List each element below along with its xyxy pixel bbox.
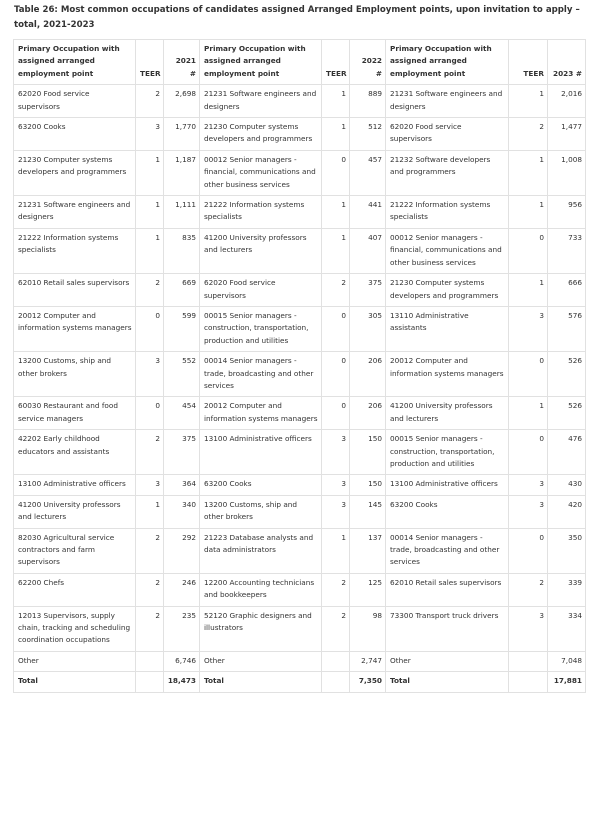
cell-occupation-2023: 21231 Software engineers and designers [386, 85, 509, 118]
cell-count-2023: 956 [548, 196, 586, 229]
cell-teer-2021: 2 [136, 606, 164, 651]
cell-count-2021: 6,746 [164, 651, 200, 671]
cell-teer-2022 [322, 672, 350, 692]
header-count-2021: 2021 # [164, 40, 200, 85]
cell-count-2022: 150 [350, 430, 386, 475]
cell-teer-2022: 1 [322, 85, 350, 118]
table-row [14, 397, 586, 430]
cell-occupation-2021: 82030 Agricultural service contractors and farm supervisors [14, 528, 136, 573]
header-teer-2021: TEER [136, 40, 164, 85]
cell-count-2023: 430 [548, 475, 586, 495]
cell-occupation-2021: 41200 University professors and lecturers [14, 495, 136, 528]
table-row [14, 475, 586, 495]
cell-teer-2023: 0 [509, 430, 548, 475]
cell-teer-2023: 0 [509, 528, 548, 573]
table-row [14, 430, 586, 475]
cell-teer-2021: 3 [136, 118, 164, 151]
cell-count-2023: 576 [548, 306, 586, 351]
header-occupation-2023: Primary Occupation with assigned arranged employment point [386, 40, 509, 85]
cell-occupation-2023: Total [386, 672, 509, 692]
cell-occupation-2021: 13100 Administrative officers [14, 475, 136, 495]
cell-occupation-2021: 60030 Restaurant and food service managers [14, 397, 136, 430]
cell-count-2022: 206 [350, 352, 386, 397]
cell-occupation-2023: 20012 Computer and information systems managers [386, 352, 509, 397]
cell-occupation-2022: 63200 Cooks [200, 475, 322, 495]
cell-teer-2022: 2 [322, 274, 350, 307]
cell-count-2023: 1,477 [548, 118, 586, 151]
cell-teer-2021: 0 [136, 397, 164, 430]
cell-occupation-2021: Other [14, 651, 136, 671]
cell-occupation-2022: 20012 Computer and information systems managers [200, 397, 322, 430]
table-row [14, 495, 586, 528]
cell-count-2023: 2,016 [548, 85, 586, 118]
cell-occupation-2021: 62020 Food service supervisors [14, 85, 136, 118]
cell-count-2022: 145 [350, 495, 386, 528]
cell-occupation-2021: 21222 Information systems specialists [14, 228, 136, 273]
cell-occupation-2023: 00015 Senior managers - construction, transportation, production and utilities [386, 430, 509, 475]
cell-occupation-2022: 21223 Database analysts and data administrators [200, 528, 322, 573]
cell-count-2022: 305 [350, 306, 386, 351]
cell-teer-2023: 0 [509, 228, 548, 273]
cell-teer-2023: 2 [509, 573, 548, 606]
cell-teer-2022: 0 [322, 306, 350, 351]
cell-teer-2021: 3 [136, 475, 164, 495]
cell-teer-2021: 0 [136, 306, 164, 351]
cell-teer-2023: 1 [509, 274, 548, 307]
cell-teer-2023: 0 [509, 352, 548, 397]
cell-occupation-2022: 21231 Software engineers and designers [200, 85, 322, 118]
cell-occupation-2022: 21230 Computer systems developers and programmers [200, 118, 322, 151]
table-caption: Table 26: Most common occupations of candidates assigned Arranged Employment points, upon invitation to apply – total, 2021-2023 [14, 5, 580, 30]
cell-count-2022: 2,747 [350, 651, 386, 671]
cell-teer-2021: 2 [136, 528, 164, 573]
cell-teer-2022: 3 [322, 495, 350, 528]
cell-teer-2021: 1 [136, 150, 164, 195]
cell-count-2022: 137 [350, 528, 386, 573]
header-count-2023: 2023 # [548, 40, 586, 85]
cell-occupation-2022: 13100 Administrative officers [200, 430, 322, 475]
cell-teer-2022: 3 [322, 430, 350, 475]
cell-teer-2021 [136, 651, 164, 671]
cell-teer-2023: 3 [509, 306, 548, 351]
cell-count-2021: 1,187 [164, 150, 200, 195]
cell-count-2021: 292 [164, 528, 200, 573]
cell-count-2021: 375 [164, 430, 200, 475]
cell-teer-2022 [322, 651, 350, 671]
table-row [14, 306, 586, 351]
cell-teer-2021: 1 [136, 196, 164, 229]
cell-teer-2023: 1 [509, 196, 548, 229]
cell-occupation-2021: 63200 Cooks [14, 118, 136, 151]
table-row [14, 573, 586, 606]
cell-occupation-2022: 52120 Graphic designers and illustrators [200, 606, 322, 651]
cell-occupation-2022: Total [200, 672, 322, 692]
cell-count-2021: 1,111 [164, 196, 200, 229]
cell-occupation-2023: 00012 Senior managers - financial, communications and other business services [386, 228, 509, 273]
cell-count-2023: 526 [548, 397, 586, 430]
cell-occupation-2021: 62010 Retail sales supervisors [14, 274, 136, 307]
cell-teer-2023: 3 [509, 475, 548, 495]
cell-count-2021: 552 [164, 352, 200, 397]
cell-count-2022: 512 [350, 118, 386, 151]
cell-occupation-2023: 13110 Administrative assistants [386, 306, 509, 351]
cell-teer-2023: 3 [509, 495, 548, 528]
cell-occupation-2022: 00015 Senior managers - construction, transportation, production and utilities [200, 306, 322, 351]
cell-count-2022: 889 [350, 85, 386, 118]
cell-teer-2021: 1 [136, 495, 164, 528]
cell-teer-2023: 1 [509, 150, 548, 195]
table-row [14, 150, 586, 195]
header-occupation-2022: Primary Occupation with assigned arranged employment point [200, 40, 322, 85]
cell-occupation-2023: 21222 Information systems specialists [386, 196, 509, 229]
cell-teer-2023: 3 [509, 606, 548, 651]
cell-occupation-2023: Other [386, 651, 509, 671]
cell-count-2021: 835 [164, 228, 200, 273]
table-row [14, 274, 586, 307]
cell-occupation-2023: 62010 Retail sales supervisors [386, 573, 509, 606]
cell-count-2023: 334 [548, 606, 586, 651]
cell-teer-2022: 1 [322, 118, 350, 151]
cell-occupation-2022: Other [200, 651, 322, 671]
cell-occupation-2022: 21222 Information systems specialists [200, 196, 322, 229]
cell-teer-2021: 2 [136, 85, 164, 118]
cell-teer-2023: 2 [509, 118, 548, 151]
cell-teer-2022: 1 [322, 528, 350, 573]
cell-count-2021: 18,473 [164, 672, 200, 692]
cell-teer-2022: 0 [322, 352, 350, 397]
cell-count-2021: 246 [164, 573, 200, 606]
cell-count-2022: 206 [350, 397, 386, 430]
cell-teer-2023 [509, 672, 548, 692]
cell-occupation-2022: 00014 Senior managers - trade, broadcasting and other services [200, 352, 322, 397]
cell-teer-2021: 2 [136, 573, 164, 606]
cell-occupation-2023: 21232 Software developers and programmers [386, 150, 509, 195]
occupations-table [13, 39, 586, 693]
cell-count-2023: 476 [548, 430, 586, 475]
table-row [14, 196, 586, 229]
cell-count-2022: 7,350 [350, 672, 386, 692]
cell-count-2023: 17,881 [548, 672, 586, 692]
cell-occupation-2023: 73300 Transport truck drivers [386, 606, 509, 651]
cell-occupation-2023: 21230 Computer systems developers and programmers [386, 274, 509, 307]
table-row [14, 606, 586, 651]
cell-occupation-2022: 13200 Customs, ship and other brokers [200, 495, 322, 528]
cell-occupation-2023: 63200 Cooks [386, 495, 509, 528]
header-teer-2023: TEER [509, 40, 548, 85]
cell-count-2021: 364 [164, 475, 200, 495]
cell-count-2022: 125 [350, 573, 386, 606]
cell-occupation-2022: 41200 University professors and lecturers [200, 228, 322, 273]
cell-teer-2022: 2 [322, 606, 350, 651]
cell-occupation-2021: 21231 Software engineers and designers [14, 196, 136, 229]
header-count-2022: 2022 # [350, 40, 386, 85]
table-row [14, 228, 586, 273]
cell-occupation-2021: 21230 Computer systems developers and programmers [14, 150, 136, 195]
cell-occupation-2021: 62200 Chefs [14, 573, 136, 606]
cell-count-2021: 454 [164, 397, 200, 430]
cell-count-2023: 7,048 [548, 651, 586, 671]
table-row [14, 85, 586, 118]
table-row [14, 672, 586, 692]
cell-count-2023: 1,008 [548, 150, 586, 195]
cell-teer-2022: 0 [322, 150, 350, 195]
cell-teer-2021: 2 [136, 430, 164, 475]
cell-occupation-2021: Total [14, 672, 136, 692]
cell-teer-2021: 1 [136, 228, 164, 273]
cell-occupation-2022: 00012 Senior managers - financial, communications and other business services [200, 150, 322, 195]
cell-occupation-2021: 13200 Customs, ship and other brokers [14, 352, 136, 397]
cell-count-2021: 599 [164, 306, 200, 351]
cell-count-2022: 407 [350, 228, 386, 273]
cell-teer-2023 [509, 651, 548, 671]
cell-occupation-2021: 12013 Supervisors, supply chain, tracking and scheduling coordination occupations [14, 606, 136, 651]
cell-count-2023: 339 [548, 573, 586, 606]
cell-occupation-2023: 62020 Food service supervisors [386, 118, 509, 151]
cell-count-2023: 666 [548, 274, 586, 307]
cell-count-2023: 420 [548, 495, 586, 528]
cell-occupation-2022: 62020 Food service supervisors [200, 274, 322, 307]
cell-count-2023: 526 [548, 352, 586, 397]
cell-count-2022: 150 [350, 475, 386, 495]
cell-count-2022: 457 [350, 150, 386, 195]
table-row [14, 528, 586, 573]
cell-occupation-2023: 00014 Senior managers - trade, broadcasting and other services [386, 528, 509, 573]
cell-teer-2022: 2 [322, 573, 350, 606]
table-row [14, 118, 586, 151]
table-row [14, 352, 586, 397]
table-body [14, 85, 586, 692]
table-header [14, 40, 586, 85]
cell-count-2022: 98 [350, 606, 386, 651]
header-row [14, 40, 586, 85]
cell-teer-2023: 1 [509, 85, 548, 118]
cell-teer-2021 [136, 672, 164, 692]
cell-occupation-2022: 12200 Accounting technicians and bookkeepers [200, 573, 322, 606]
cell-occupation-2023: 41200 University professors and lecturers [386, 397, 509, 430]
cell-count-2021: 340 [164, 495, 200, 528]
cell-teer-2021: 2 [136, 274, 164, 307]
cell-occupation-2023: 13100 Administrative officers [386, 475, 509, 495]
cell-count-2022: 441 [350, 196, 386, 229]
cell-count-2023: 733 [548, 228, 586, 273]
cell-occupation-2021: 42202 Early childhood educators and assistants [14, 430, 136, 475]
cell-teer-2022: 1 [322, 196, 350, 229]
cell-teer-2021: 3 [136, 352, 164, 397]
cell-count-2022: 375 [350, 274, 386, 307]
cell-count-2021: 235 [164, 606, 200, 651]
cell-teer-2022: 1 [322, 228, 350, 273]
cell-count-2021: 669 [164, 274, 200, 307]
header-occupation-2021: Primary Occupation with assigned arranged employment point [14, 40, 136, 85]
cell-count-2023: 350 [548, 528, 586, 573]
header-teer-2022: TEER [322, 40, 350, 85]
cell-teer-2022: 3 [322, 475, 350, 495]
cell-teer-2023: 1 [509, 397, 548, 430]
cell-count-2021: 1,770 [164, 118, 200, 151]
cell-count-2021: 2,698 [164, 85, 200, 118]
table-row [14, 651, 586, 671]
cell-occupation-2021: 20012 Computer and information systems managers [14, 306, 136, 351]
cell-teer-2022: 0 [322, 397, 350, 430]
